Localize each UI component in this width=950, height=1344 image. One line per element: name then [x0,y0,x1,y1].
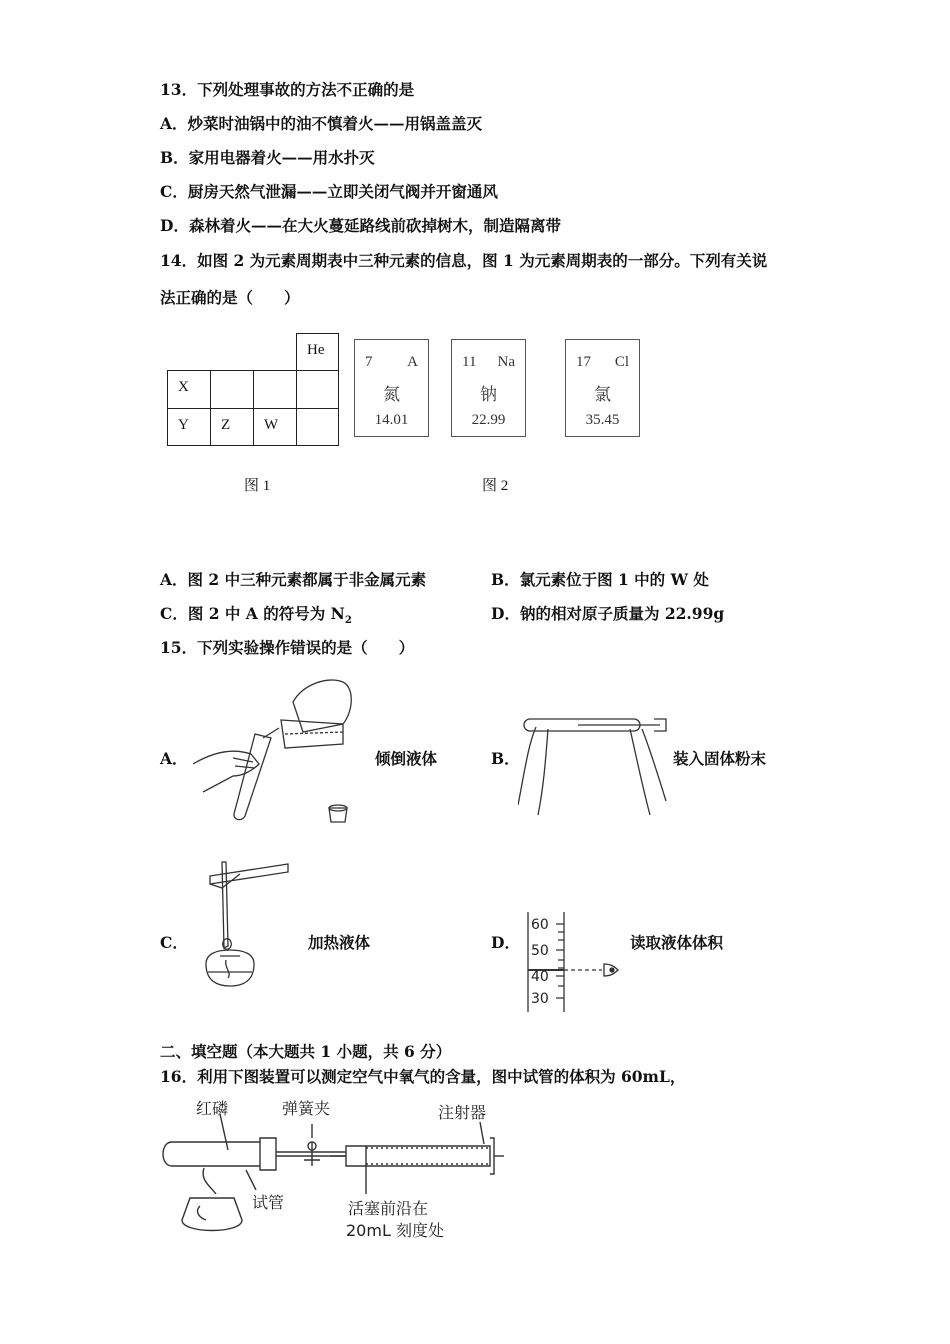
cylinder-tick-60: 60 [531,917,549,933]
element-card-cl [565,339,640,437]
oxygen-measurement-apparatus [160,1094,505,1244]
cell-w: W [253,408,297,446]
label-piston-line2: 20mL 刻度处 [346,1221,444,1240]
element-name: 氯 [594,385,611,404]
section-2-heading: 二、填空题（本大题共 1 小题，共 6 分） [160,1042,452,1061]
cylinder-tick-40: 40 [531,969,549,985]
q13-stem: 13．下列处理事故的方法不正确的是 [160,80,415,99]
element-card-a [354,339,429,437]
q15-caption-a: 倾倒液体 [375,749,438,768]
q13-option-d: D．森林着火——在大火蔓延路线前砍掉树木，制造隔离带 [160,216,561,235]
element-number: 17 [576,354,591,370]
q13-option-a: A．炒菜时油锅中的油不慎着火——用锅盖盖灭 [160,114,483,133]
q15-caption-d: 读取液体体积 [630,933,724,952]
q14-option-b: B．氯元素位于图 1 中的 W 处 [491,570,709,589]
element-symbol: Cl [614,354,629,370]
q15-stem: 15．下列实验操作错误的是（ ） [160,638,415,657]
q14-option-c [160,602,352,626]
element-mass: 35.45 [585,412,620,428]
element-number: 11 [462,354,477,370]
cell-empty-2 [253,370,297,409]
element-mass: 14.01 [374,412,409,428]
add-powder-illustration [518,705,670,831]
q15-caption-c: 加热液体 [308,933,371,952]
label-red-phosphorus: 红磷 [196,1099,229,1118]
q13-option-c: C．厨房天然气泄漏——立即关闭气阀并开窗通风 [160,182,498,201]
element-symbol: Na [497,354,515,370]
q14-option-d: D．钠的相对原子质量为 22.99g [491,604,725,623]
q14-option-a: A．图 2 中三种元素都属于非金属元素 [160,570,427,589]
cylinder-tick-30: 30 [531,991,549,1007]
heat-liquid-illustration [196,860,296,1000]
label-test-tube: 试管 [252,1193,285,1212]
q15-label-a: A． [160,749,188,768]
q14-stem-line2: 法正确的是（ ） [160,288,300,307]
q15-label-d: D． [491,933,520,952]
cylinder-reading-illustration [524,912,624,1012]
q15-caption-b: 装入固体粉末 [673,749,767,768]
label-piston-line1: 活塞前沿在 [348,1199,429,1218]
element-mass: 22.99 [471,412,506,428]
cell-empty-4 [296,408,339,446]
element-name: 氮 [383,385,400,404]
figure-1-caption: 图 1 [244,478,271,494]
q15-label-c: C． [160,933,188,952]
cell-empty-1 [210,370,254,409]
cell-x: X [167,370,211,409]
q14-option-c-text: C．图 2 中 A 的符号为 N [160,604,345,623]
cell-empty-3 [296,370,339,409]
label-spring-clip: 弹簧夹 [282,1099,331,1118]
q15-label-b: B． [491,749,520,768]
q13-option-b: B．家用电器着火——用水扑灭 [160,148,375,167]
q14-stem-line1: 14．如图 2 为元素周期表中三种元素的信息，图 1 为元素周期表的一部分。下列有关说 [160,251,768,270]
cylinder-tick-50: 50 [531,943,549,959]
element-symbol: A [407,354,418,370]
cell-y: Y [167,408,211,446]
label-syringe: 注射器 [438,1103,487,1122]
element-card-na [451,339,526,437]
q14-option-c-subscript: 2 [344,615,352,627]
element-name: 钠 [480,385,497,404]
pour-liquid-illustration [193,672,363,824]
q16-stem: 16．利用下图装置可以测定空气中氧气的含量，图中试管的体积为 60mL， [160,1067,686,1086]
cell-he: He [296,333,339,371]
figure-2-caption: 图 2 [482,478,509,494]
element-number: 7 [365,354,373,370]
cell-z: Z [210,408,254,446]
